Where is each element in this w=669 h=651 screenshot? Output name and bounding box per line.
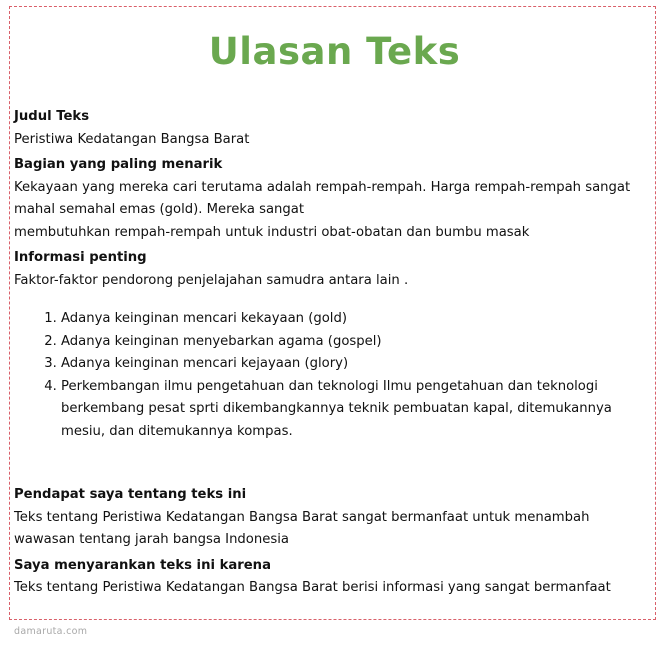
list-item: 1. Adanya keinginan mencari kekayaan (gold) (61, 308, 650, 331)
review-content (14, 106, 650, 600)
list-item: 3. Adanya keinginan mencari kejayaan (glory) (61, 353, 650, 376)
text-menarik-line1: Kekayaan yang mereka cari terutama adalah rempah-rempah. Harga rempah-rempah sangat mahal semahal emas (gold). Mereka sangat (14, 179, 631, 217)
heading-judul: Judul Teks (14, 109, 90, 124)
text-informasi-intro: Faktor-faktor pendorong penjelajahan samudra antara lain . (14, 272, 409, 288)
heading-saran: Saya menyarankan teks ini karena (14, 557, 271, 573)
text-judul: Peristiwa Kedatangan Bangsa Barat (14, 131, 250, 147)
heading-pendapat: Pendapat saya tentang teks ini (14, 487, 247, 502)
heading-informasi: Informasi penting (14, 250, 147, 265)
heading-menarik: Bagian yang paling menarik (14, 157, 223, 172)
watermark: damaruta.com (14, 626, 88, 637)
text-menarik-line2: membutuhkan rempah-rempah untuk industri obat-obatan dan bumbu masak (14, 224, 530, 240)
list-item: 4. Perkembangan ilmu pengetahuan dan teknologi Ilmu pengetahuan dan teknologi berkembang pesat sprti dikembangkannya teknik pembuatan kapal, ditemukannya mesiu, dan ditemukannya kompas. (61, 376, 650, 444)
text-pendapat: Teks tentang Peristiwa Kedatangan Bangsa Barat sangat bermanfaat untuk menambah wawasan tentang jarah bangsa Indonesia (14, 509, 590, 547)
text-saran: Teks tentang Peristiwa Kedatangan Bangsa Barat berisi informasi yang sangat bermanfaat (14, 580, 611, 595)
page-title: Ulasan Teks (208, 30, 461, 73)
faktor-list (14, 308, 650, 443)
list-item: 2. Adanya keinginan menyebarkan agama (gospel) (61, 331, 650, 354)
